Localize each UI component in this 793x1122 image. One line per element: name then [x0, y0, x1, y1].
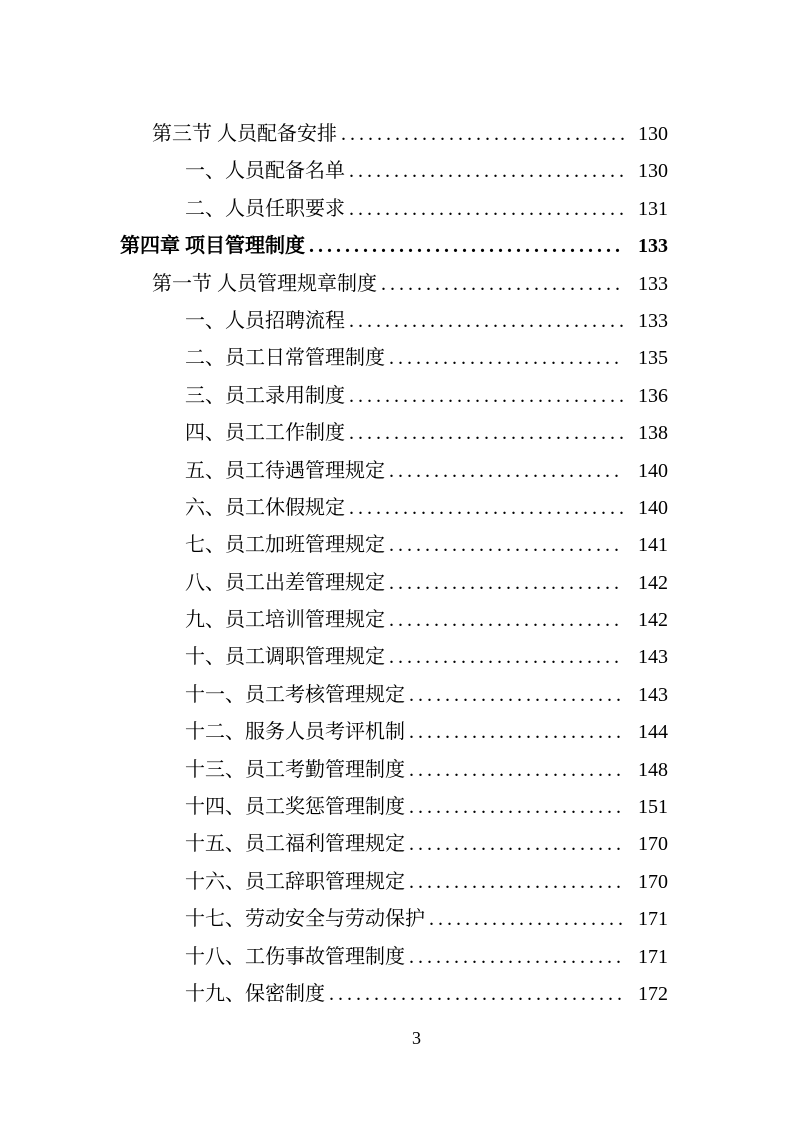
toc-entry[interactable] [185, 415, 668, 452]
toc-entry[interactable] [185, 340, 668, 377]
toc-entry[interactable] [185, 939, 668, 976]
toc-entry-page-number: 130 [638, 123, 668, 145]
toc-entry-page-number: 130 [638, 160, 668, 183]
dot-leader [349, 153, 624, 190]
toc-entry-page-number: 136 [638, 384, 668, 407]
toc-entry-page-number: 171 [638, 945, 668, 968]
toc-entry-label: 十一、员工考核管理规定 [185, 683, 405, 706]
toc-entry[interactable] [185, 864, 668, 901]
dot-leader [389, 527, 624, 564]
dot-leader [409, 677, 624, 714]
dot-leader [389, 565, 624, 602]
toc-entry[interactable] [185, 602, 668, 639]
toc-entry-label: 三、员工录用制度 [185, 384, 345, 407]
toc-entry[interactable] [185, 677, 668, 714]
toc-entry-page-number: 141 [638, 534, 668, 557]
toc-entry-label: 十七、劳动安全与劳动保护 [185, 908, 425, 931]
dot-leader [409, 864, 624, 901]
toc-entry-page-number: 170 [638, 870, 668, 893]
dot-leader [389, 639, 624, 676]
toc-entry-label: 十二、服务人员考评机制 [185, 721, 405, 744]
toc-entry-label: 九、员工培训管理规定 [185, 609, 385, 632]
toc-entry[interactable] [152, 266, 668, 303]
dot-leader [349, 191, 624, 228]
toc-entry-page-number: 144 [638, 721, 668, 744]
toc-entry-page-number: 148 [638, 758, 668, 781]
toc-entry[interactable] [120, 228, 668, 265]
toc-entry-label: 十三、员工考勤管理制度 [185, 758, 405, 781]
toc-entry-label: 十、员工调职管理规定 [185, 646, 385, 669]
toc-entry-label: 一、人员配备名单 [185, 160, 345, 183]
toc-entry-page-number: 133 [638, 235, 668, 258]
toc-entry-label: 第一节 人员管理规章制度 [152, 272, 377, 295]
toc-entry-label: 十九、保密制度 [185, 982, 325, 1005]
dot-leader [329, 976, 624, 1013]
toc-entry-label: 十八、工伤事故管理制度 [185, 945, 405, 968]
toc-entry-label: 七、员工加班管理规定 [185, 534, 385, 557]
toc-entry[interactable] [185, 490, 668, 527]
toc-entry-page-number: 143 [638, 646, 668, 669]
toc-entry[interactable] [185, 191, 668, 228]
toc-entry-page-number: 171 [638, 908, 668, 931]
toc-entry[interactable] [185, 639, 668, 676]
toc-entry-page-number: 133 [638, 309, 668, 332]
toc-entry-label: 十四、员工奖惩管理制度 [185, 796, 405, 819]
toc-entry-page-number: 133 [638, 272, 668, 295]
toc-entry-page-number: 140 [638, 459, 668, 482]
dot-leader [429, 901, 624, 938]
toc-entry-label: 六、员工休假规定 [185, 496, 345, 519]
toc-entry[interactable] [185, 453, 668, 490]
toc-entry[interactable] [185, 303, 668, 340]
dot-leader [409, 826, 624, 863]
toc-entry-page-number: 142 [638, 571, 668, 594]
toc-entry[interactable] [152, 116, 668, 153]
dot-leader [409, 752, 624, 789]
toc-entry-page-number: 131 [638, 197, 668, 220]
toc-entry-page-number: 135 [638, 347, 668, 370]
toc-entry-page-number: 151 [638, 796, 668, 819]
dot-leader [349, 303, 624, 340]
toc-entry[interactable] [185, 826, 668, 863]
toc-entry-page-number: 138 [638, 422, 668, 445]
dot-leader [389, 602, 624, 639]
dot-leader [381, 266, 624, 303]
toc-entry[interactable] [185, 789, 668, 826]
page-number: 3 [412, 1028, 421, 1048]
toc-entry-label: 十六、员工辞职管理规定 [185, 870, 405, 893]
toc-entry[interactable] [185, 153, 668, 190]
toc-entry[interactable] [185, 714, 668, 751]
toc-entry-label: 十五、员工福利管理规定 [185, 833, 405, 856]
toc-entry-label: 八、员工出差管理规定 [185, 571, 385, 594]
toc-entry-page-number: 142 [638, 609, 668, 632]
toc-entry-page-number: 143 [638, 683, 668, 706]
toc-entry-label: 第四章 项目管理制度 [120, 235, 305, 258]
toc-entry-label: 二、员工日常管理制度 [185, 347, 385, 370]
toc-entry-label: 五、员工待遇管理规定 [185, 459, 385, 482]
dot-leader [349, 490, 624, 527]
toc-entry-page-number: 170 [638, 833, 668, 856]
toc-entry-label: 第三节 人员配备安排 [152, 123, 337, 145]
dot-leader [409, 789, 624, 826]
dot-leader [309, 228, 624, 265]
toc-entry-label: 一、人员招聘流程 [185, 309, 345, 332]
toc-entry-page-number: 172 [638, 982, 668, 1005]
toc-entry-page-number: 140 [638, 496, 668, 519]
dot-leader [389, 340, 624, 377]
toc-entry[interactable] [185, 901, 668, 938]
toc-entry[interactable] [185, 527, 668, 564]
dot-leader [389, 453, 624, 490]
toc-entry[interactable] [185, 378, 668, 415]
dot-leader [409, 714, 624, 751]
toc-entry[interactable] [185, 976, 668, 1013]
toc-list [120, 116, 668, 1013]
toc-entry-label: 二、人员任职要求 [185, 197, 345, 220]
dot-leader [409, 939, 624, 976]
toc-entry[interactable] [185, 752, 668, 789]
dot-leader [349, 378, 624, 415]
dot-leader [341, 116, 624, 153]
toc-entry[interactable] [185, 565, 668, 602]
toc-entry-label: 四、员工工作制度 [185, 422, 345, 445]
dot-leader [349, 415, 624, 452]
